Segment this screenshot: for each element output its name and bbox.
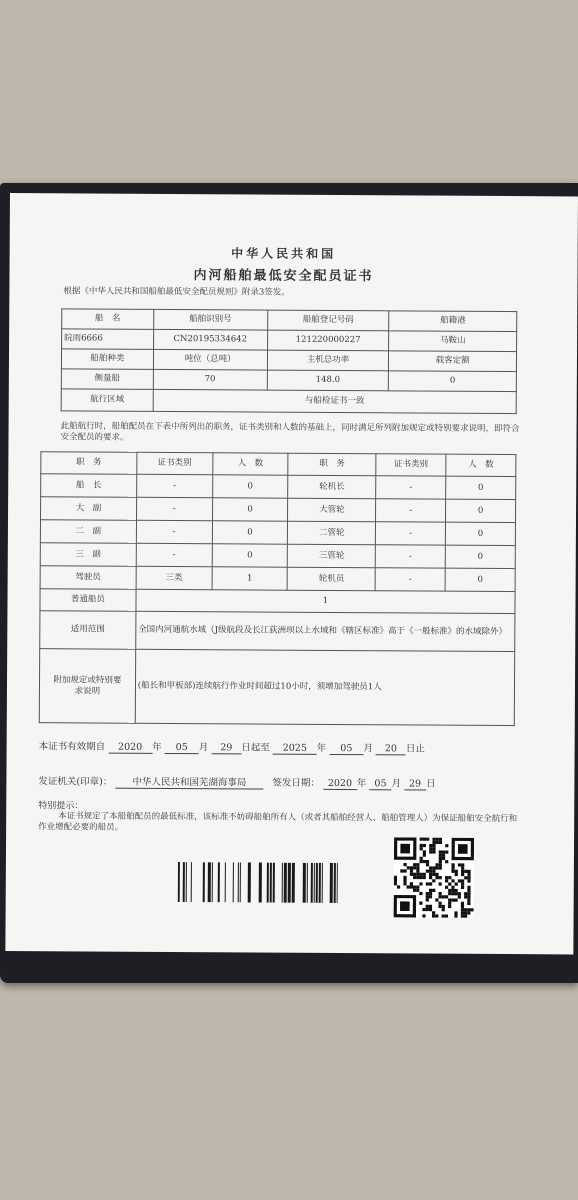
scope-label: 适用范围 bbox=[40, 611, 136, 650]
cell: 1 bbox=[212, 567, 288, 590]
cell: - bbox=[136, 543, 212, 566]
valid-from-day: 29 bbox=[211, 742, 241, 754]
header-count: 人 数 bbox=[212, 453, 288, 475]
ship-info-table bbox=[61, 308, 518, 414]
issuance-basis: 根据《中华人民共和国船舶最低安全配员规则》附录3签发。 bbox=[63, 286, 290, 298]
valid-until-year: 2025 bbox=[273, 743, 317, 755]
cell: 0 bbox=[212, 521, 288, 544]
ship-type-value: 侧量船 bbox=[61, 369, 153, 390]
table-row bbox=[41, 497, 516, 523]
cell: 主机总功率 bbox=[267, 350, 389, 371]
cell: 船 名 bbox=[62, 309, 154, 330]
cell: 船籍港 bbox=[389, 311, 517, 332]
table-row bbox=[40, 543, 515, 569]
text: 年 bbox=[356, 778, 367, 790]
cell: 驾驶员 bbox=[40, 566, 136, 590]
cell: 0 bbox=[445, 545, 515, 568]
cell: 吨位（总吨） bbox=[153, 349, 267, 370]
cell: - bbox=[136, 497, 212, 520]
tonnage-value: 70 bbox=[153, 369, 267, 390]
issue-date-label: 签发日期： bbox=[272, 777, 320, 789]
header-cert-class: 证书类别 bbox=[376, 454, 446, 476]
cell: 船舶种类 bbox=[61, 349, 153, 370]
valid-until-day: 20 bbox=[376, 743, 406, 755]
cell: - bbox=[136, 520, 212, 543]
cell: 轮机员 bbox=[288, 567, 376, 591]
text: 月 bbox=[363, 743, 373, 755]
navigation-area-value: 与船检证书一致 bbox=[153, 389, 516, 413]
issue-day: 29 bbox=[404, 778, 426, 790]
text: 年 bbox=[152, 741, 162, 753]
certificate-sheet bbox=[5, 193, 578, 954]
issue-month: 05 bbox=[369, 778, 391, 790]
cell: 三类 bbox=[136, 566, 212, 589]
text: 月 bbox=[198, 742, 209, 754]
cell: 0 bbox=[445, 568, 515, 591]
title-country: 中华人民共和国 bbox=[231, 246, 337, 261]
text: 日起至 bbox=[241, 742, 270, 754]
cell: 0 bbox=[446, 499, 516, 522]
navigation-area-label: 航行区域 bbox=[61, 389, 153, 412]
table-row bbox=[41, 474, 516, 500]
notice-text: 本证书规定了本船舶配员的最低标准，该标准不妨碍船舶所有人（或者其船舶经营人、船舶管理人）为保证船舶安全航行和作业增配必要的船员。 bbox=[38, 811, 518, 834]
header-cert-class: 证书类别 bbox=[137, 452, 213, 474]
scope-value: 全国内河通航水域（J级航段及长江荻洲坝以上水域和《辖区标准》高于《一般标准》的水域除外） bbox=[136, 611, 515, 651]
cell: 0 bbox=[445, 522, 515, 545]
title-certificate: 内河船舶最低安全配员证书 bbox=[193, 268, 374, 285]
cell: 二管轮 bbox=[288, 521, 376, 545]
valid-from-year: 2020 bbox=[108, 742, 152, 754]
text: 日 bbox=[425, 778, 436, 790]
header-position: 职 务 bbox=[288, 453, 376, 476]
extra-requirements-value: (船长和甲板部)连续航行作业时间超过10小时，须增加驾驶员1人 bbox=[135, 649, 515, 725]
cell: 三管轮 bbox=[288, 544, 376, 568]
issuer-label: 发证机关(印章)： bbox=[38, 776, 113, 788]
valid-from-month: 05 bbox=[165, 742, 199, 754]
qr-code-icon bbox=[394, 837, 474, 917]
table-row bbox=[40, 520, 515, 546]
port-of-registry-value: 马鞍山 bbox=[389, 331, 517, 352]
cell: - bbox=[375, 545, 445, 568]
registration-number-value: 121220000227 bbox=[267, 330, 389, 351]
header-count: 人 数 bbox=[446, 454, 516, 476]
cell: - bbox=[375, 568, 445, 591]
cell: 0 bbox=[212, 498, 288, 521]
cell: 0 bbox=[446, 476, 516, 499]
ordinary-crew-value: 1 bbox=[136, 589, 515, 613]
cell: - bbox=[136, 474, 212, 497]
cell: 三 副 bbox=[40, 543, 136, 567]
manning-statement: 此船航行时，船舶配员在下表中所列出的职务，证书类别和人数的基础上，同时满足所列附加规定或特别要求说明，即符合安全配员的要求。 bbox=[60, 421, 520, 444]
cell: 大管轮 bbox=[288, 498, 376, 522]
text: 日止 bbox=[405, 743, 425, 755]
barcode-icon bbox=[178, 862, 338, 903]
ordinary-crew-label: 普通船员 bbox=[40, 589, 136, 612]
table-row bbox=[40, 566, 515, 592]
notice-title: 特别提示： bbox=[38, 801, 84, 812]
validity-prefix: 本证书有效期自 bbox=[38, 741, 106, 753]
validity-line bbox=[39, 738, 425, 755]
cell: - bbox=[376, 499, 446, 522]
valid-until-month: 05 bbox=[329, 743, 363, 755]
cell: 二 副 bbox=[40, 520, 136, 544]
ship-id-value: CN20195334642 bbox=[153, 329, 267, 350]
passenger-capacity-value: 0 bbox=[389, 371, 517, 392]
cell: 0 bbox=[212, 544, 288, 567]
cell: - bbox=[376, 476, 446, 499]
cell: 轮机长 bbox=[288, 475, 376, 499]
cell: 船舶登记号码 bbox=[267, 310, 389, 331]
cell: - bbox=[376, 522, 446, 545]
engine-power-value: 148.0 bbox=[267, 370, 389, 391]
cell: 船舶识别号 bbox=[153, 309, 267, 330]
text: 年 bbox=[316, 742, 327, 754]
ship-name-value: 皖雨6666 bbox=[62, 329, 154, 350]
crew-table bbox=[39, 451, 517, 726]
cell: 大 副 bbox=[41, 497, 137, 521]
text: 月 bbox=[391, 778, 402, 790]
issuer-name: 中华人民共和国芜湖海事局 bbox=[115, 774, 263, 790]
issuer-line bbox=[38, 773, 435, 790]
extra-requirements-label: 附加规定或特别要求说明 bbox=[39, 649, 135, 724]
issue-year: 2020 bbox=[323, 778, 357, 790]
header-position: 职 务 bbox=[41, 452, 137, 475]
cell: 船 长 bbox=[41, 474, 137, 498]
cell: 载客定额 bbox=[389, 351, 517, 372]
cell: 0 bbox=[212, 475, 288, 498]
